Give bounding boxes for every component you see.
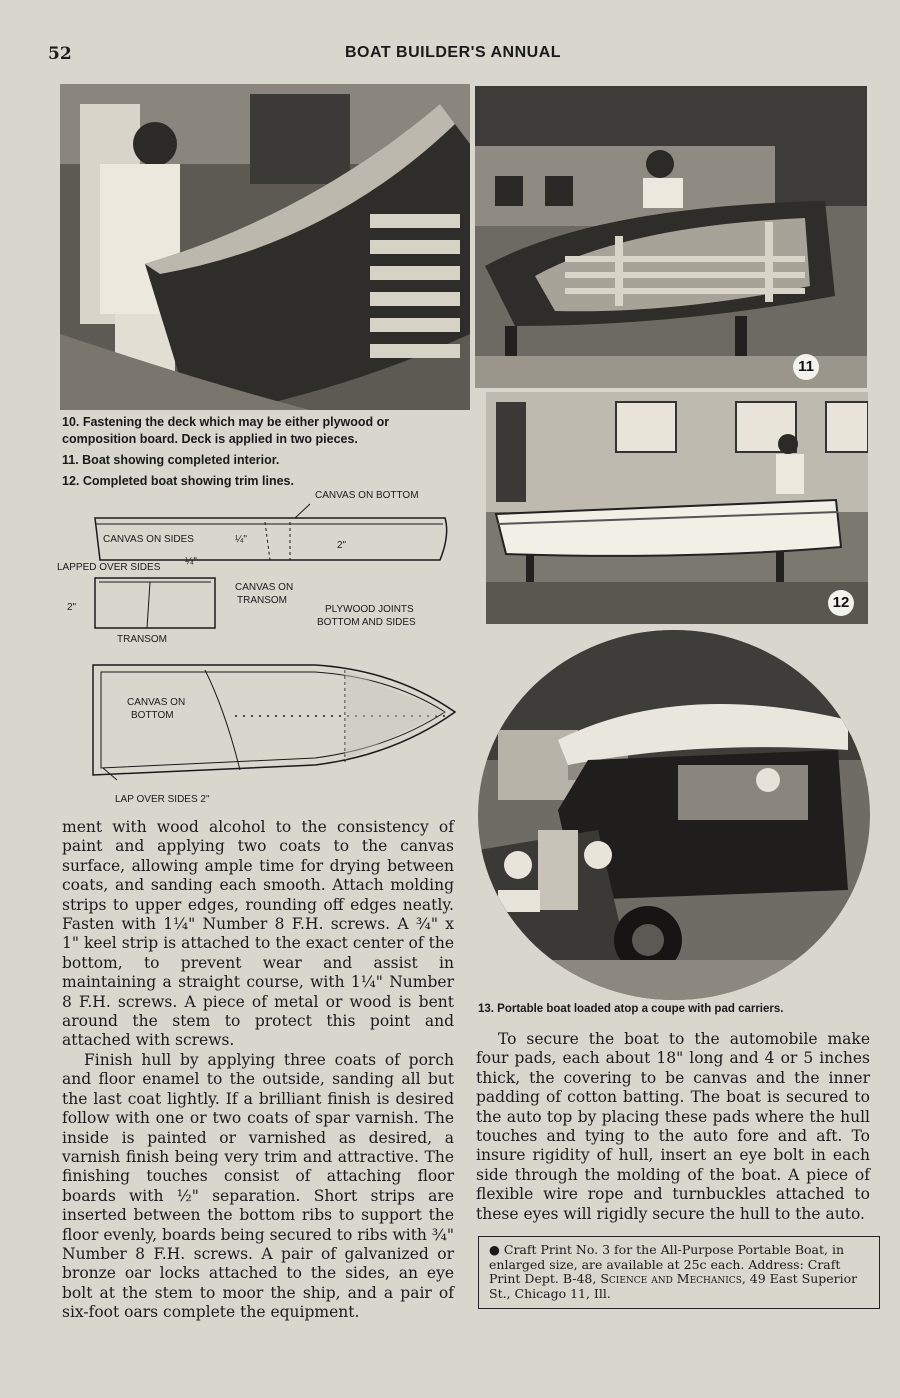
label-dim-2-1: 2"	[337, 540, 347, 551]
label-plywood-joints: PLYWOOD JOINTS	[325, 604, 414, 615]
article-left-column	[62, 818, 454, 1323]
notice-tail: , 49 East Superior St., Chicago 11, Ill.	[489, 1271, 858, 1301]
caption-10: 10. Fastening the deck which may be either plywood or composition board. Deck is applied in two pieces.	[62, 415, 390, 446]
label-canvas-on-bottom: CANVAS ON BOTTOM	[315, 490, 419, 501]
label-transom: TRANSOM	[117, 634, 167, 645]
label-dim-quarter-1: ¼"	[235, 534, 247, 545]
article-paragraph: To secure the boat to the automobile make four pads, each about 18" long and 4 or 5 inches thick, the covering to be canvas and the inner padding of cotton batting. The boat is secured to the auto top by placing these pads where the hull touches and tying to the auto fore and aft. To insure rigidity of hull, insert an eye bolt in each side through the molding of the boat. A piece of flexible wire rope and turnbuckles attached to these eyes will rigidly secure the hull to the auto.	[476, 1030, 870, 1223]
label-canvas-on-transom-1: CANVAS ON	[235, 582, 294, 593]
caption-12: 12. Completed boat showing trim lines.	[62, 474, 294, 488]
label-canvas-on-bottom-2b: BOTTOM	[131, 710, 174, 721]
label-dim-quarter-2: ¼"	[185, 556, 197, 567]
notice-lead: ● Craft Print No. 3 for the All-Purpose Portable Boat, in enlarged size, are available at 25c each. Address: Craft Print Dept. B-48,	[489, 1242, 845, 1286]
craft-print-notice	[478, 1236, 880, 1309]
photo-10-fastening-deck	[60, 84, 470, 410]
notice-publication: Science and Mechanics	[600, 1271, 742, 1286]
photo-12-completed-boat	[486, 392, 868, 624]
label-lap-over-sides: LAP OVER SIDES 2"	[115, 794, 210, 805]
label-canvas-on-transom-2: TRANSOM	[237, 595, 287, 606]
label-bottom-and-sides: BOTTOM AND SIDES	[317, 617, 416, 628]
photo-11-completed-interior	[475, 86, 867, 388]
label-lapped-over-sides: LAPPED OVER SIDES	[57, 562, 161, 573]
page-header	[48, 44, 858, 68]
label-dim-2-2: 2"	[67, 602, 77, 613]
photo-11-number-badge: 11	[793, 354, 819, 380]
label-canvas-on-bottom-2a: CANVAS ON	[127, 697, 186, 708]
caption-13: 13. Portable boat loaded atop a coupe with pad carriers.	[478, 1003, 784, 1015]
article-paragraph: Finish hull by applying three coats of porch and floor enamel to the outside, sanding all but the last coat lightly. If a brilliant finish is desired follow with one or two coats of spar varnish. The inside is painted or varnished as desired, a varnish finish being very trim and attractive. The finishing touches consist of attaching floor boards with ½" separation. Short strips are inserted between the bottom ribs to support the floor evenly, boards being secured to ribs with ¾" Number 8 F.H. screws. A pair of galvanized or bronze oar locks attached to the sides, an eye bolt at the stem to moor the ship, and a pair of six-foot oars complete the equipment.	[62, 1050, 454, 1322]
canvas-layout-diagram	[55, 480, 465, 810]
article-right-column	[476, 1030, 870, 1224]
page-number: 52	[48, 44, 72, 64]
caption-11: 11. Boat showing completed interior.	[62, 453, 280, 467]
label-canvas-on-sides: CANVAS ON SIDES	[103, 534, 194, 545]
photo-12-number-badge: 12	[828, 590, 854, 616]
article-paragraph: ment with wood alcohol to the consistency of paint and applying two coats to the canvas surface, allowing ample time for drying between coats, and sanding each smooth. Attach molding strips to upper edges, rounding off edges neatly. Fasten with 1¼" Number 8 F.H. screws. A ¾" x 1" keel strip is attached to the exact center of the bottom, to prevent wear and assist in maintaining a straight course, with 1¼" Number 8 F.H. screws. A piece of metal or wood is bent around the stem to protect this point and attached with screws.	[62, 818, 454, 1050]
running-title: BOAT BUILDER'S ANNUAL	[344, 44, 562, 61]
photo-13-coupe-with-boat	[478, 630, 870, 1000]
